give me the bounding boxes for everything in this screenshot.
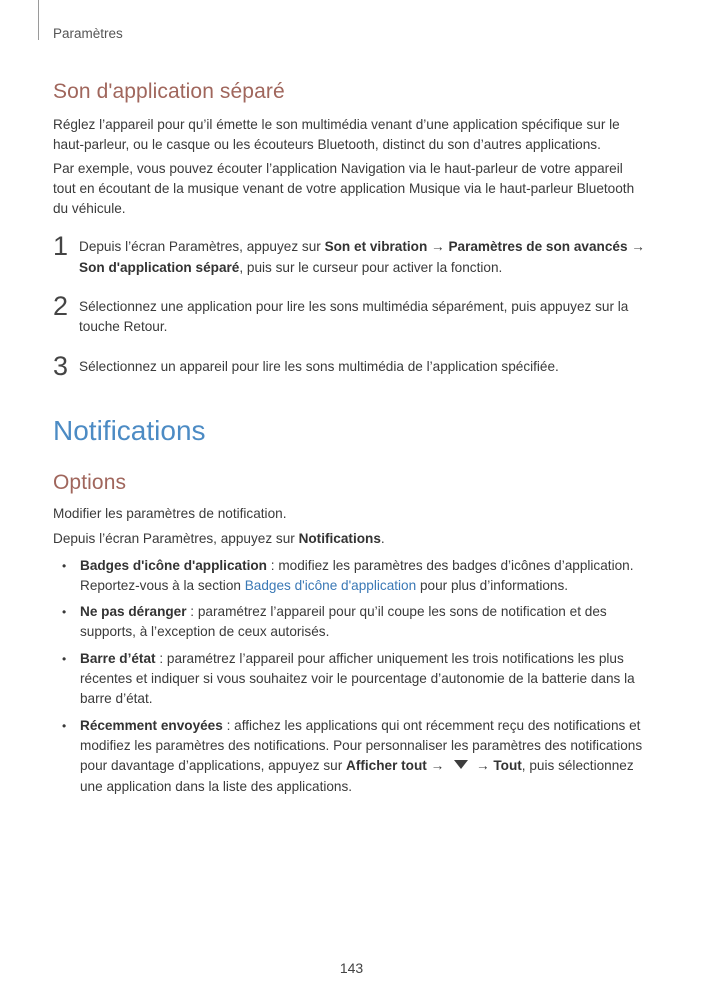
section1-paragraph-1: Réglez l’appareil pour qu’il émette le son multimédia venant d’une application spécifique sur le haut-parleur, ou le casque ou les écouteurs Bluetooth, distinct du son d’autres applications. [53, 117, 620, 153]
step-number: 1 [53, 231, 69, 262]
steps-list [53, 231, 649, 381]
ui-term: Tout [493, 758, 522, 774]
dropdown-triangle-icon [454, 760, 468, 769]
options-list [53, 556, 649, 797]
ui-term: Son et vibration [324, 239, 428, 255]
bullet-dot: • [62, 558, 67, 573]
ui-term: Son d'application séparé [79, 259, 240, 275]
step-2: 2 Sélectionnez une application pour lire les sons multimédia séparément, puis appuyez sur la touche Retour. [53, 291, 629, 335]
list-item: • Barre d’état : paramétrez l’appareil pour afficher uniquement les trois notifications les plus récentes et indiquer si vous souhaitez voir le pourcentage d’autonomie de la batterie dans la barre d’état. [62, 650, 635, 707]
ui-term: Badges d'icône d'application [80, 557, 267, 573]
step-number: 2 [53, 291, 69, 322]
chapter-title-notifications: Notifications [53, 414, 206, 446]
section2-paragraph-1: Modifier les paramètres de notification. [53, 505, 287, 521]
section1-paragraph-2: Par exemple, vous pouvez écouter l’application Navigation via le haut-parleur de votre appareil tout en écoutant de la musique venant de votre application Musique via le haut-parleur Bluetooth du véhicule. [53, 160, 635, 217]
ui-term: Récemment envoyées [80, 717, 223, 733]
section2-paragraph-2: Depuis l’écran Paramètres, appuyez sur Notifications. [53, 531, 385, 547]
ui-term: Afficher tout [346, 758, 427, 774]
ui-term: Barre d’état [80, 650, 156, 666]
section-title-options: Options [53, 470, 127, 494]
bullet-dot: • [62, 651, 67, 666]
ui-term: Notifications [298, 531, 381, 547]
page-content [53, 80, 649, 797]
list-item: • Badges d'icône d'application : modifiez les paramètres des badges d’icônes d’application. Reportez-vous à la section Badges d'icône d'application pour plus d’informations. [62, 557, 634, 593]
header-rule [38, 0, 39, 40]
step-1: 1 Depuis l’écran Paramètres, appuyez sur Son et vibration → Paramètres de son avancés → Son d'application séparé, puis sur le curseur pour activer la fonction. [53, 231, 645, 275]
page-number: 143 [339, 960, 364, 976]
bullet-dot: • [62, 605, 67, 620]
list-item: • Récemment envoyées : affichez les applications qui ont récemment reçu des notifications et modifiez les paramètres des notifications. Pour personnaliser les paramètres des notifications pour davantage d’applications, appuyez sur Afficher tout → → Tout, puis sélectionnez une application dans la liste des applications. [62, 717, 643, 794]
ui-term: Paramètres de son avancés [448, 239, 628, 255]
ui-term: Ne pas déranger [80, 604, 187, 620]
step-3: 3 Sélectionnez un appareil pour lire les sons multimédia de l’application spécifiée. [53, 350, 559, 381]
step-number: 3 [53, 350, 69, 381]
bullet-dot: • [62, 718, 67, 733]
running-head: Paramètres [53, 26, 123, 41]
section-title-separate-app-sound: Son d'application séparé [53, 80, 285, 103]
badges-link[interactable]: Badges d'icône d'application [244, 577, 417, 593]
list-item: • Ne pas déranger : paramétrez l’appareil pour qu’il coupe les sons de notification et des supports, à l’exception de ceux autorisés. [62, 604, 607, 640]
